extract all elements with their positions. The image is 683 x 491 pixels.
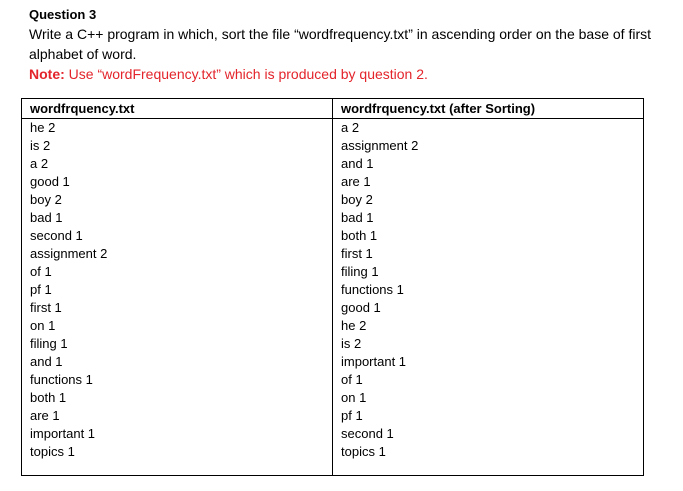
table-row: bad 1 bbox=[341, 210, 374, 225]
note-label: Note: bbox=[29, 66, 65, 82]
rows-original bbox=[22, 119, 332, 461]
table-row: boy 2 bbox=[30, 192, 62, 207]
table-row: topics 1 bbox=[341, 444, 386, 459]
table-row: first 1 bbox=[341, 246, 373, 261]
table-row: assignment 2 bbox=[30, 246, 108, 261]
table-row: bad 1 bbox=[30, 210, 63, 225]
table-row: pf 1 bbox=[30, 282, 52, 297]
rows-sorted bbox=[333, 119, 643, 461]
table-row: he 2 bbox=[30, 120, 56, 135]
table-row: second 1 bbox=[341, 426, 394, 441]
table-column-original bbox=[22, 99, 333, 475]
table-row: filing 1 bbox=[30, 336, 68, 351]
table-row: is 2 bbox=[30, 138, 51, 153]
table-row: a 2 bbox=[30, 156, 49, 171]
table-row: boy 2 bbox=[341, 192, 373, 207]
word-frequency-table bbox=[21, 98, 644, 476]
table-row: assignment 2 bbox=[341, 138, 419, 153]
table-row: functions 1 bbox=[341, 282, 404, 297]
table-row: on 1 bbox=[30, 318, 56, 333]
table-row: he 2 bbox=[341, 318, 367, 333]
table-row: both 1 bbox=[30, 390, 67, 405]
question-title: Question 3 bbox=[29, 7, 97, 22]
table-row: good 1 bbox=[341, 300, 381, 315]
table-row: second 1 bbox=[30, 228, 83, 243]
question-header bbox=[29, 6, 669, 84]
table-row: and 1 bbox=[30, 354, 63, 369]
table-row: and 1 bbox=[341, 156, 374, 171]
table-row: pf 1 bbox=[341, 408, 363, 423]
table-row: important 1 bbox=[30, 426, 96, 441]
table-row: are 1 bbox=[341, 174, 371, 189]
table-row: are 1 bbox=[30, 408, 60, 423]
table-row: both 1 bbox=[341, 228, 378, 243]
table-row: on 1 bbox=[341, 390, 367, 405]
table-row: a 2 bbox=[341, 120, 360, 135]
column-header-sorted: wordfrquency.txt (after Sorting) bbox=[333, 99, 643, 119]
table-row: functions 1 bbox=[30, 372, 93, 387]
table-row: of 1 bbox=[30, 264, 52, 279]
table-row: good 1 bbox=[30, 174, 70, 189]
question-note bbox=[29, 64, 669, 84]
table-row: first 1 bbox=[30, 300, 62, 315]
table-row: important 1 bbox=[341, 354, 407, 369]
note-text: Use “wordFrequency.txt” which is produced by question 2. bbox=[64, 66, 428, 82]
table-row: is 2 bbox=[341, 336, 362, 351]
table-row: topics 1 bbox=[30, 444, 75, 459]
table-column-sorted bbox=[333, 99, 643, 475]
column-header-original: wordfrquency.txt bbox=[22, 99, 332, 119]
question-text: Write a C++ program in which, sort the file “wordfrequency.txt” in ascending order on the base of first alphabet of word. bbox=[29, 26, 651, 62]
table-row: of 1 bbox=[341, 372, 363, 387]
table-row: filing 1 bbox=[341, 264, 379, 279]
